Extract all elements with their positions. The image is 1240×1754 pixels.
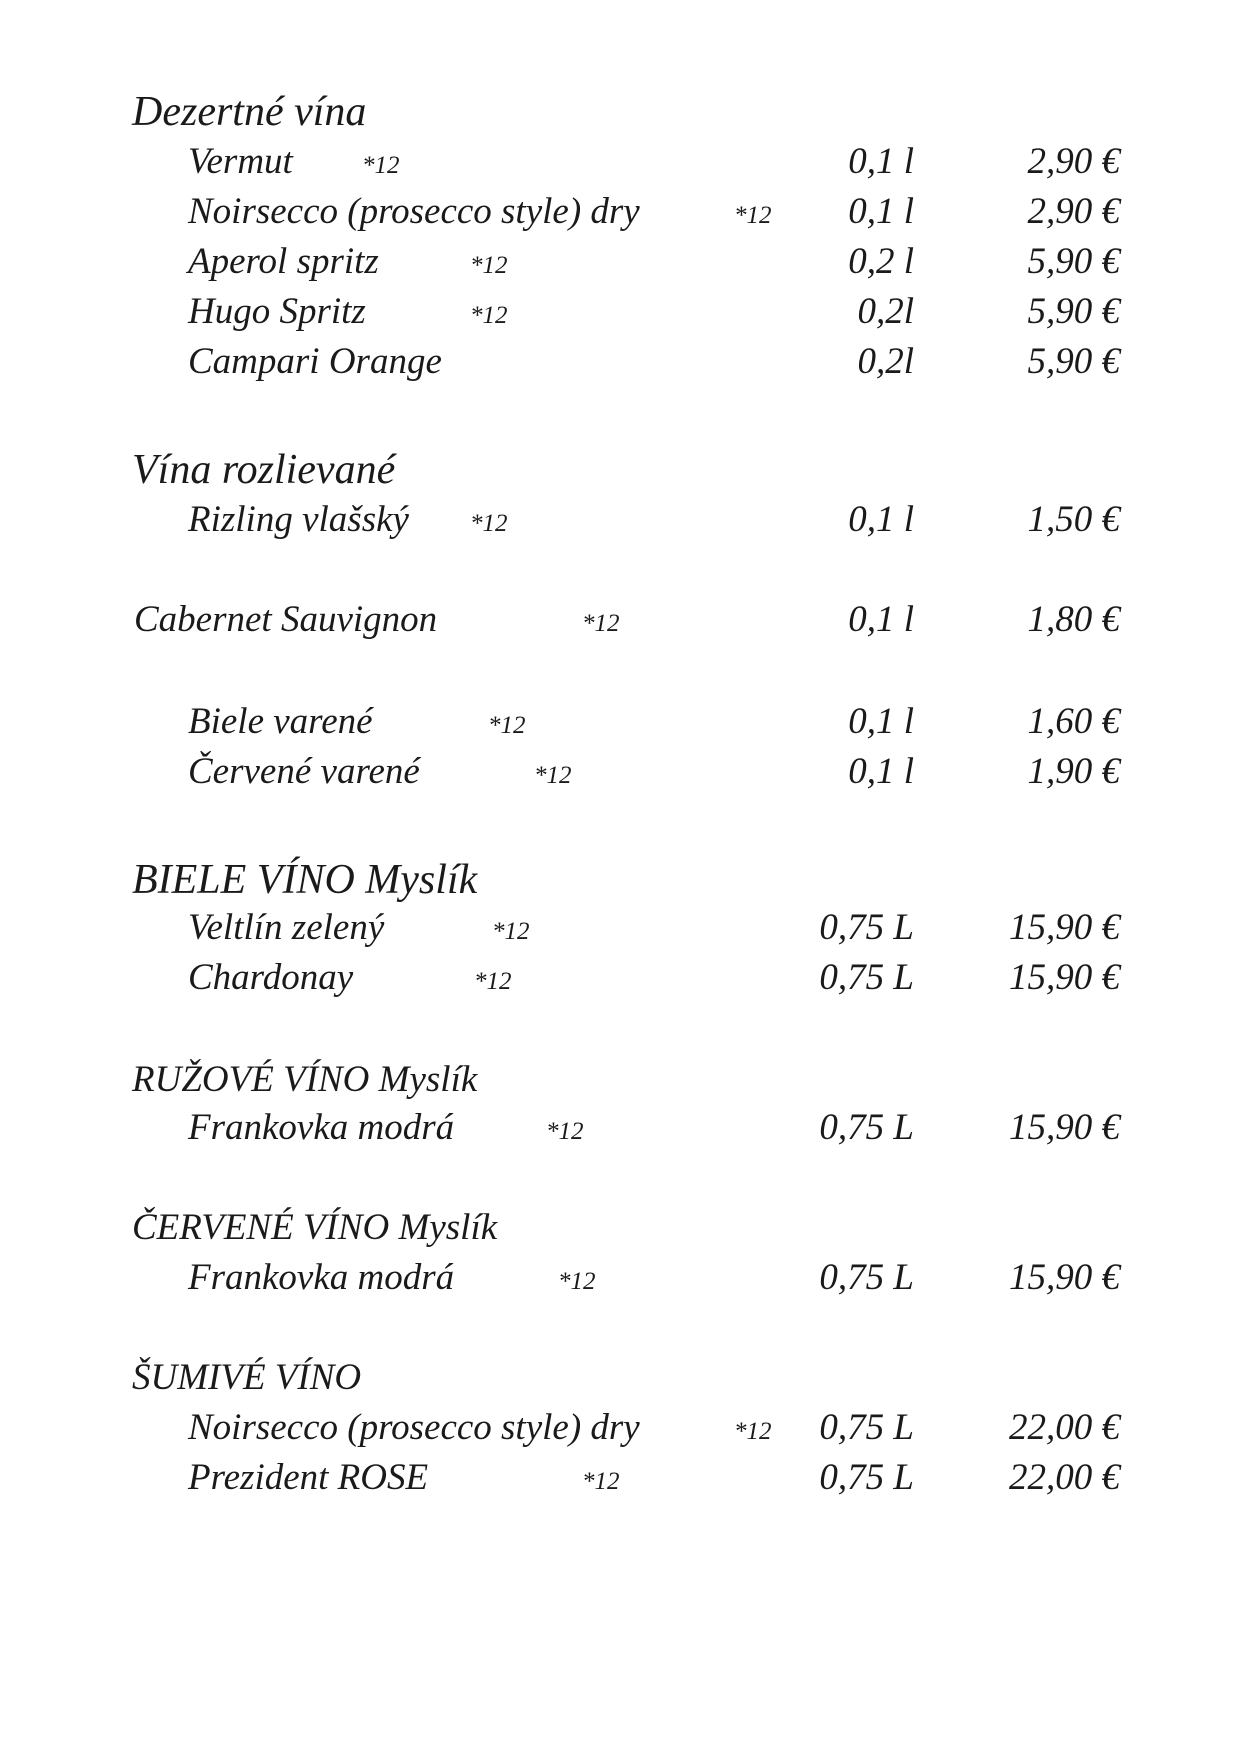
item-volume: 0,1 l xyxy=(848,141,914,182)
item-price: 22,00 € xyxy=(1009,1457,1120,1498)
item-volume: 0,75 L xyxy=(819,1257,914,1298)
menu-item-rizling-vlassky xyxy=(0,498,1240,542)
menu-item-biele-varene xyxy=(0,700,1240,744)
item-volume: 0,2 l xyxy=(848,241,914,282)
item-tag: *12 xyxy=(492,918,530,945)
item-tag: *12 xyxy=(474,968,512,995)
item-price: 5,90 € xyxy=(1027,241,1120,282)
item-tag: *12 xyxy=(470,510,508,537)
item-name: Veltlín zelený xyxy=(188,907,385,948)
menu-item-aperol-spritz xyxy=(0,240,1240,284)
section-title-biele-vino: BIELE VÍNO Myslík xyxy=(132,857,478,903)
item-tag: *12 xyxy=(582,610,620,637)
item-name: Frankovka modrá xyxy=(188,1107,455,1148)
item-price: 5,90 € xyxy=(1027,291,1120,332)
item-volume: 0,75 L xyxy=(819,1407,914,1448)
item-tag: *12 xyxy=(582,1468,620,1495)
item-tag: *12 xyxy=(470,252,508,279)
item-price: 15,90 € xyxy=(1009,1107,1120,1148)
item-name: Cabernet Sauvignon xyxy=(134,599,438,640)
item-tag: *12 xyxy=(488,712,526,739)
item-volume: 0,75 L xyxy=(819,1457,914,1498)
menu-item-frankovka-modra-cervene xyxy=(0,1256,1240,1300)
menu-item-cabernet-sauvignon xyxy=(0,598,1240,642)
menu-item-noirsecco xyxy=(0,190,1240,234)
item-price: 15,90 € xyxy=(1009,1257,1120,1298)
item-name: Frankovka modrá xyxy=(188,1257,455,1298)
menu-item-cervene-varene xyxy=(0,750,1240,794)
item-price: 15,90 € xyxy=(1009,957,1120,998)
item-volume: 0,75 L xyxy=(819,957,914,998)
item-tag: *12 xyxy=(734,202,772,229)
item-volume: 0,75 L xyxy=(819,907,914,948)
item-volume: 0,2l xyxy=(857,341,914,382)
section-title-ruzove-vino: RUŽOVÉ VÍNO Myslík xyxy=(132,1059,478,1100)
menu-item-chardonay xyxy=(0,956,1240,1000)
item-volume: 0,75 L xyxy=(819,1107,914,1148)
item-price: 15,90 € xyxy=(1009,907,1120,948)
item-name: Hugo Spritz xyxy=(188,291,366,332)
menu-item-noirsecco-sumive xyxy=(0,1406,1240,1450)
item-volume: 0,1 l xyxy=(848,191,914,232)
menu-item-prezident-rose xyxy=(0,1456,1240,1500)
item-price: 22,00 € xyxy=(1009,1407,1120,1448)
item-tag: *12 xyxy=(534,762,572,789)
section-title-dezertne-vina: Dezertné vína xyxy=(132,89,367,135)
menu-item-hugo-spritz xyxy=(0,290,1240,334)
item-price: 5,90 € xyxy=(1027,341,1120,382)
item-volume: 0,1 l xyxy=(848,499,914,540)
item-price: 1,80 € xyxy=(1027,599,1120,640)
item-name: Rizling vlašský xyxy=(188,499,409,540)
menu-item-veltlin-zeleny xyxy=(0,906,1240,950)
item-price: 1,90 € xyxy=(1027,751,1120,792)
item-name: Prezident ROSE xyxy=(188,1457,429,1498)
section-title-vina-rozlievane: Vína rozlievané xyxy=(132,447,396,493)
menu-item-frankovka-modra-ruzove xyxy=(0,1106,1240,1150)
item-tag: *12 xyxy=(734,1418,772,1445)
item-price: 1,50 € xyxy=(1027,499,1120,540)
item-volume: 0,1 l xyxy=(848,599,914,640)
item-name: Campari Orange xyxy=(188,341,442,382)
section-title-cervene-vino: ČERVENÉ VÍNO Myslík xyxy=(132,1207,498,1248)
item-tag: *12 xyxy=(558,1268,596,1295)
item-name: Červené varené xyxy=(188,751,420,792)
item-name: Vermut xyxy=(188,141,293,182)
item-name: Noirsecco (prosecco style) dry xyxy=(188,1407,640,1448)
item-volume: 0,1 l xyxy=(848,751,914,792)
item-name: Aperol spritz xyxy=(188,241,379,282)
item-volume: 0,2l xyxy=(857,291,914,332)
item-volume: 0,1 l xyxy=(848,701,914,742)
menu-item-vermut xyxy=(0,140,1240,184)
item-name: Chardonay xyxy=(188,957,354,998)
item-tag: *12 xyxy=(470,302,508,329)
item-tag: *12 xyxy=(362,152,400,179)
item-price: 2,90 € xyxy=(1027,141,1120,182)
item-name: Biele varené xyxy=(188,701,373,742)
item-name: Noirsecco (prosecco style) dry xyxy=(188,191,640,232)
item-price: 1,60 € xyxy=(1027,701,1120,742)
menu-item-campari-orange xyxy=(0,340,1240,384)
item-price: 2,90 € xyxy=(1027,191,1120,232)
item-tag: *12 xyxy=(546,1118,584,1145)
section-title-sumive-vino: ŠUMIVÉ VÍNO xyxy=(132,1357,362,1398)
